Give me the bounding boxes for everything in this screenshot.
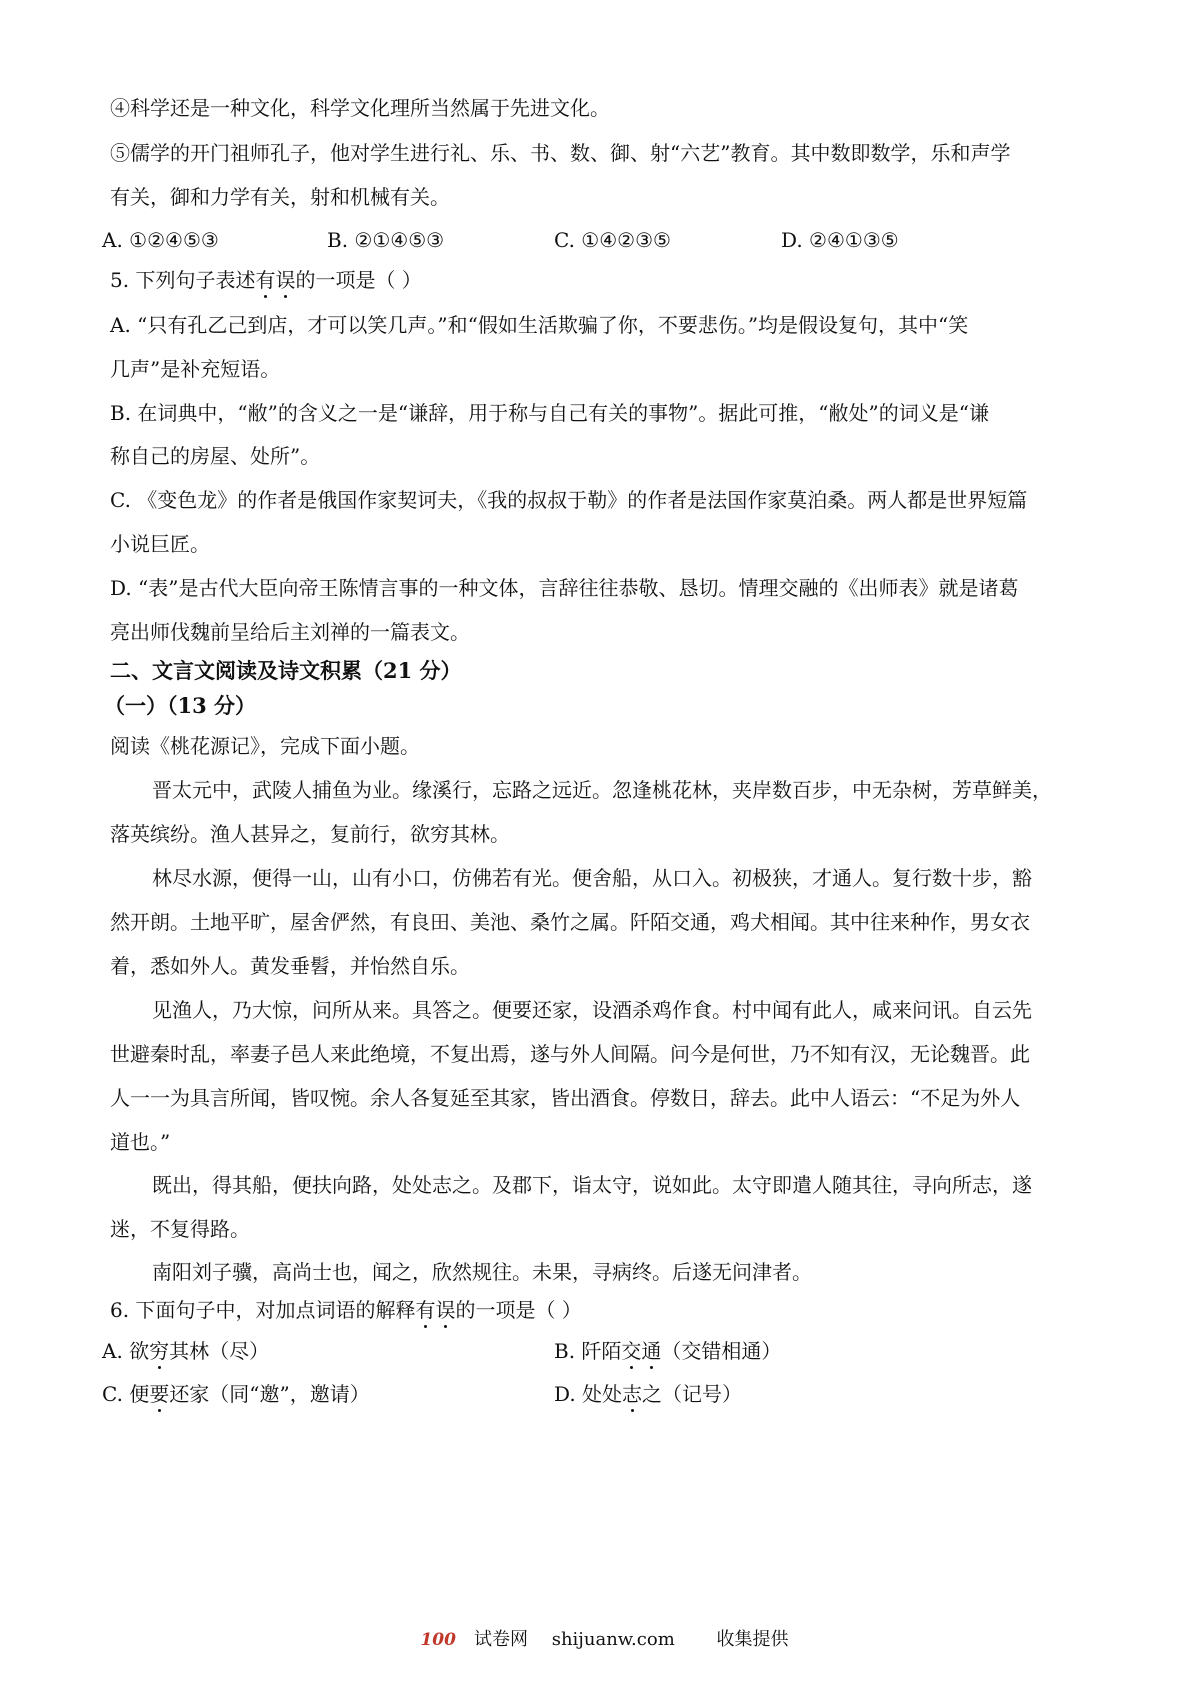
- q6-option-a: A. 欲穷其林（尽）: [102, 1339, 270, 1363]
- emphasis-dot-char: 要: [149, 1382, 170, 1406]
- passage-line: 既出，得其船，便扶向路，处处志之。及郡下，诣太守，说如此。太守即遣人随其往，寻向所志，遂: [152, 1173, 1032, 1197]
- q4-option-a: A. ①②④⑤③: [102, 228, 219, 252]
- emphasis-dot-char: 志: [622, 1382, 643, 1406]
- footer-note: 收集提供: [716, 1629, 789, 1650]
- section-heading: 二、文言文阅读及诗文积累（21 分）: [110, 658, 462, 683]
- passage-line: 人一一为具言所闻，皆叹惋。余人各复延至其家，皆出酒食。停数日，辞去。此中人语云：“不足为外人: [110, 1086, 1021, 1110]
- passage-line: 落英缤纷。渔人甚异之，复前行，欲穷其林。: [110, 822, 510, 846]
- q4-sentence-4: ④科学还是一种文化，科学文化理所当然属于先进文化。: [110, 96, 610, 120]
- q6-stem: 6. 下面句子中，对加点词语的解释有误的一项是（ ）: [110, 1298, 582, 1322]
- emphasis-dot-char: 通: [641, 1339, 662, 1363]
- page-footer: [0, 1628, 1191, 1652]
- passage-line: 然开朗。土地平旷，屋舍俨然，有良田、美池、桑竹之属。阡陌交通，鸡犬相闻。其中往来种作，男女衣: [110, 910, 1030, 934]
- site-domain: shijuanw.com: [551, 1629, 675, 1650]
- passage-line: 世避秦时乱，率妻子邑人来此绝境，不复出焉，遂与外人间隔。问今是何世，乃不知有汉，无论魏晋。此: [110, 1042, 1030, 1066]
- reading-intro: 阅读《桃花源记》，完成下面小题。: [110, 734, 420, 758]
- q6-option-d: D. 处处志之（记号）: [554, 1382, 743, 1406]
- q4-option-c: C. ①④②③⑤: [554, 228, 671, 252]
- q6-option-b: B. 阡陌交通（交错相通）: [554, 1339, 782, 1363]
- q5-option-c-line1: C. 《变色龙》的作者是俄国作家契诃夫，《我的叔叔于勒》的作者是法国作家莫泊桑。两人都是世界短篇: [110, 488, 1028, 512]
- site-name: 试卷网: [473, 1629, 528, 1650]
- q4-sentence-5-line2: 有关，御和力学有关，射和机械有关。: [110, 185, 450, 209]
- q5-option-b-line2: 称自己的房屋、处所”。: [110, 444, 321, 468]
- passage-line: 林尽水源，便得一山，山有小口，仿佛若有光。便舍船，从口入。初极狭，才通人。复行数十步，豁: [152, 866, 1032, 890]
- q5-option-a-line1: A. “只有孔乙己到店，才可以笑几声。”和“假如生活欺骗了你，不要悲伤。”均是假设复句，其中“笑: [110, 313, 969, 337]
- passage-line: 道也。”: [110, 1130, 171, 1154]
- passage-line: 南阳刘子骥，高尚士也，闻之，欣然规往。未果，寻病终。后遂无问津者。: [152, 1260, 812, 1284]
- q5-option-c-line2: 小说巨匠。: [110, 532, 210, 556]
- site-logo: 100: [420, 1630, 456, 1650]
- q5-option-d-line1: D. “表”是古代大臣向帝王陈情言事的一种文体，言辞往往恭敬、恳切。情理交融的《出师表》就是诸葛: [110, 576, 1019, 600]
- passage-line: 迷，不复得路。: [110, 1217, 250, 1241]
- emphasis-dot-char: 误: [435, 1298, 456, 1322]
- emphasis-dot-char: 误: [275, 268, 296, 292]
- q5-stem: 5. 下列句子表述有误的一项是（ ）: [110, 268, 422, 292]
- subsection-heading: （一）（13 分）: [104, 693, 257, 718]
- emphasis-dot-char: 有: [415, 1298, 436, 1322]
- passage-line: 见渔人，乃大惊，问所从来。具答之。便要还家，设酒杀鸡作食。村中闻有此人，咸来问讯。自云先: [152, 998, 1032, 1022]
- passage-line: 着，悉如外人。黄发垂髫，并怡然自乐。: [110, 954, 470, 978]
- q6-option-c: C. 便要还家（同“邀”，邀请）: [102, 1382, 370, 1406]
- emphasis-dot-char: 有: [255, 268, 276, 292]
- q5-option-b-line1: B. 在词典中，“敝”的含义之一是“谦辞，用于称与自己有关的事物”。据此可推，“敝处”的词义是“谦: [110, 401, 989, 425]
- q4-option-d: D. ②④①③⑤: [781, 228, 899, 252]
- emphasis-dot-char: 交: [621, 1339, 642, 1363]
- q4-sentence-5-line1: ⑤儒学的开门祖师孔子，他对学生进行礼、乐、书、数、御、射“六艺”教育。其中数即数学，乐和声学: [110, 141, 1011, 165]
- emphasis-dot-char: 穷: [149, 1339, 170, 1363]
- q5-option-a-line2: 几声”是补充短语。: [110, 357, 281, 381]
- q5-option-d-line2: 亮出师伐魏前呈给后主刘禅的一篇表文。: [110, 620, 470, 644]
- q4-option-b: B. ②①④⑤③: [327, 228, 445, 252]
- passage-line: 晋太元中，武陵人捕鱼为业。缘溪行，忘路之远近。忽逢桃花林，夹岸数百步，中无杂树，芳草鲜美，: [152, 778, 1052, 802]
